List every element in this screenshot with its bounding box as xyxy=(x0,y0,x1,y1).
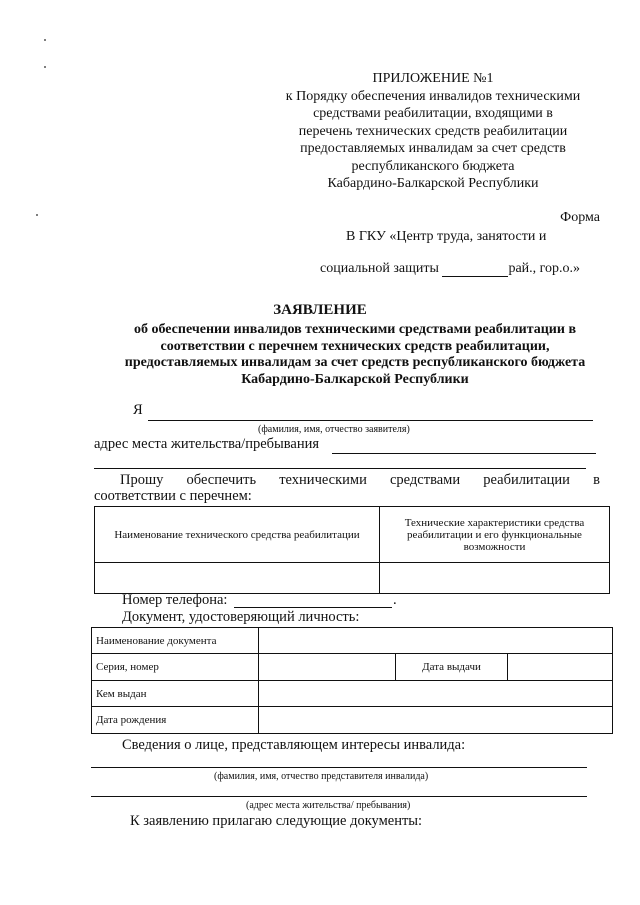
phone-line[interactable] xyxy=(234,607,392,608)
district-blank[interactable] xyxy=(442,260,508,277)
request-line-2: соответствии с перечнем: xyxy=(94,488,252,504)
issue-date-cell[interactable] xyxy=(508,654,613,681)
id-doc-row xyxy=(92,681,613,707)
attachments-label: К заявлению прилагаю следующие документы: xyxy=(130,813,423,829)
birth-date-cell[interactable] xyxy=(259,707,613,734)
representative-address-caption: (адрес места жительства/ пребывания) xyxy=(246,800,411,811)
appendix-block xyxy=(268,70,598,193)
subtitle-line: об обеспечении инвалидов техническими средствами реабилитации в xyxy=(133,322,577,337)
series-number-label: Серия, номер xyxy=(92,654,259,681)
subtitle-line: соответствии с перечнем технических средств реабилитации, xyxy=(160,338,550,354)
series-number-cell[interactable] xyxy=(259,654,396,681)
appendix-title: ПРИЛОЖЕНИЕ №1 xyxy=(372,71,494,86)
appendix-line: средствами реабилитации, входящими в xyxy=(313,106,553,121)
scan-speck xyxy=(44,66,46,68)
id-doc-row xyxy=(92,654,613,681)
representative-address-line[interactable] xyxy=(91,796,587,797)
representative-label: Сведения о лице, представляющем интересы инвалида: xyxy=(122,737,466,753)
appendix-line: перечень технических средств реабилитации xyxy=(298,123,568,139)
address-line[interactable] xyxy=(332,453,596,454)
appendix-line: к Порядку обеспечения инвалидов техническими xyxy=(285,88,581,104)
appendix-line: республиканского бюджета xyxy=(351,158,515,174)
address-label: адрес места жительства/пребывания xyxy=(94,436,320,452)
devices-col-specs-header: Технические характеристики средства реабилитации и его функциональные возможности xyxy=(380,507,610,563)
doc-name-label: Наименование документа xyxy=(92,628,259,654)
doc-name-cell[interactable] xyxy=(259,628,613,654)
devices-table-row xyxy=(95,563,610,594)
devices-col-name-header: Наименование технического средства реабилитации xyxy=(95,507,380,563)
address-line-2[interactable] xyxy=(94,468,586,469)
addressee-suffix: рай., гор.о.» xyxy=(508,261,581,276)
addressee-prefix: социальной защиты xyxy=(320,261,443,276)
id-doc-row xyxy=(92,707,613,734)
phone-label: Номер телефона: xyxy=(122,592,228,608)
appendix-line: предоставляемых инвалидам за счет средств xyxy=(300,141,566,156)
id-doc-row xyxy=(92,628,613,654)
document-title: ЗАЯВЛЕНИЕ xyxy=(273,302,367,318)
request-line-1: Прошу обеспечить техническими средствами реабилитации в xyxy=(120,472,600,488)
form-label: Форма xyxy=(560,210,600,225)
birth-date-label: Дата рождения xyxy=(92,707,259,734)
device-name-cell[interactable] xyxy=(95,563,380,594)
appendix-line: Кабардино-Балкарской Республики xyxy=(327,176,539,191)
issue-date-label: Дата выдачи xyxy=(396,654,508,681)
device-specs-cell[interactable] xyxy=(380,563,610,594)
issued-by-label: Кем выдан xyxy=(92,681,259,707)
scan-speck xyxy=(36,214,38,216)
applicant-name-caption: (фамилия, имя, отчество заявителя) xyxy=(258,424,410,435)
addressee-line-2 xyxy=(320,260,580,277)
subtitle-line: Кабардино-Балкарской Республики xyxy=(241,371,469,387)
id-doc-table xyxy=(91,627,613,734)
id-doc-label: Документ, удостоверяющий личность: xyxy=(122,609,360,625)
representative-name-caption: (фамилия, имя, отчество представителя инвалида) xyxy=(214,771,429,782)
ya-label: Я xyxy=(133,402,143,418)
scan-speck xyxy=(44,39,46,41)
applicant-name-line[interactable] xyxy=(148,420,593,421)
addressee-line-1: В ГКУ «Центр труда, занятости и xyxy=(346,229,547,244)
phone-suffix: . xyxy=(393,592,397,608)
issued-by-cell[interactable] xyxy=(259,681,613,707)
devices-table xyxy=(94,506,610,594)
subtitle-line: предоставляемых инвалидам за счет средств республиканского бюджета xyxy=(124,355,586,370)
representative-name-line[interactable] xyxy=(91,767,587,768)
document-subtitle xyxy=(60,322,640,388)
devices-table-header xyxy=(95,507,610,563)
